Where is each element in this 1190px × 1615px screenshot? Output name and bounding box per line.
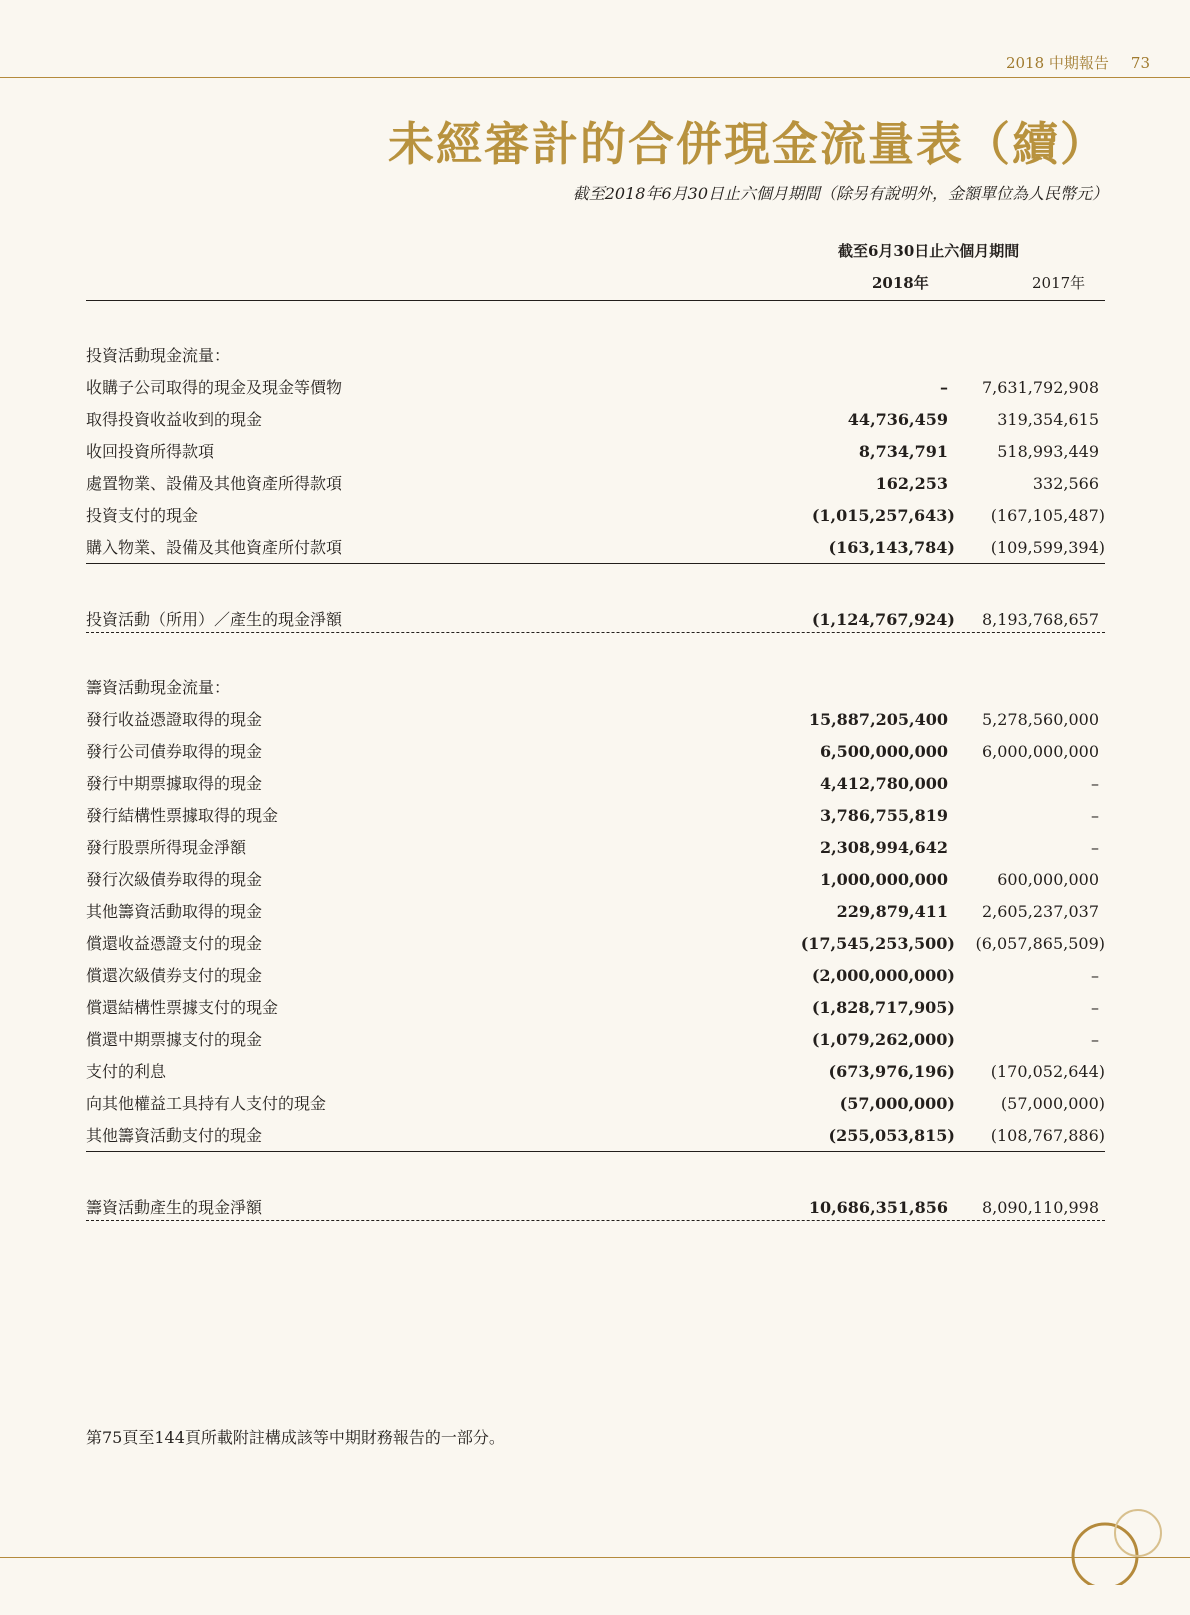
section-heading-investing — [86, 340, 1105, 372]
row-label: 支付的利息 — [86, 1062, 167, 1081]
row-label: 向其他權益工具持有人支付的現金 — [86, 1094, 327, 1113]
table-row — [86, 768, 1105, 800]
row-label: 處置物業、設備及其他資產所得款項 — [86, 474, 343, 493]
row-label: 發行中期票據取得的現金 — [86, 774, 263, 793]
value-2018: (17,545,253,500) — [800, 934, 955, 953]
value-2017: 6,000,000,000 — [981, 742, 1099, 761]
value-2018: 3,786,755,819 — [819, 806, 948, 825]
table-row — [86, 500, 1105, 532]
table-row — [86, 896, 1105, 928]
total-dashed-rule — [86, 632, 1105, 633]
row-label: 償還結構性票據支付的現金 — [86, 998, 279, 1017]
row-label: 收購子公司取得的現金及現金等價物 — [86, 378, 343, 397]
value-2017: 8,090,110,998 — [981, 1198, 1099, 1217]
row-label: 投資活動現金流量： — [86, 346, 231, 365]
table-row — [86, 960, 1105, 992]
value-2017: 5,278,560,000 — [981, 710, 1099, 729]
value-2017: 332,566 — [1032, 474, 1099, 493]
row-label: 投資活動（所用）／產生的現金淨額 — [86, 610, 343, 629]
value-2017: – — [1091, 774, 1099, 793]
subtotal-rule — [86, 1151, 1105, 1152]
running-header — [1006, 52, 1150, 73]
value-2018: – — [940, 378, 948, 397]
value-2017: – — [1091, 838, 1099, 857]
row-label: 發行收益憑證取得的現金 — [86, 710, 263, 729]
page-number: 73 — [1130, 54, 1150, 72]
row-label: 發行公司債券取得的現金 — [86, 742, 263, 761]
table-row — [86, 1120, 1105, 1152]
row-label: 購入物業、設備及其他資產所付款項 — [86, 538, 343, 557]
value-2017: (6,057,865,509) — [975, 934, 1105, 953]
value-2017: (109,599,394) — [990, 538, 1105, 557]
period-heading: 截至6月30日止六個月期間 — [838, 242, 1020, 260]
row-label: 償還中期票據支付的現金 — [86, 1030, 263, 1049]
value-2018: (163,143,784) — [828, 538, 955, 557]
footnote: 第75頁至144頁所載附註構成該等中期財務報告的一部分。 — [86, 1428, 505, 1447]
section-heading-financing — [86, 672, 1105, 704]
value-2018: 4,412,780,000 — [819, 774, 948, 793]
table-row — [86, 532, 1105, 564]
value-2018: (255,053,815) — [828, 1126, 955, 1145]
table-row — [86, 436, 1105, 468]
row-label: 籌資活動產生的現金淨額 — [86, 1198, 263, 1217]
value-2017: 319,354,615 — [997, 410, 1099, 429]
value-2018: (1,079,262,000) — [811, 1030, 955, 1049]
value-2018: (1,015,257,643) — [811, 506, 955, 525]
value-2018: (57,000,000) — [839, 1094, 955, 1113]
decorative-rings-icon — [1065, 1505, 1175, 1585]
row-label: 其他籌資活動取得的現金 — [86, 902, 263, 921]
value-2017: 600,000,000 — [997, 870, 1099, 889]
value-2017: (57,000,000) — [1000, 1094, 1105, 1113]
value-2017: 2,605,237,037 — [981, 902, 1099, 921]
page-title: 未經審計的合併現金流量表（續） — [388, 117, 1108, 171]
table-row — [86, 372, 1105, 404]
table-row — [86, 800, 1105, 832]
row-label: 償還次級債券支付的現金 — [86, 966, 263, 985]
value-2018: (2,000,000,000) — [811, 966, 955, 985]
subtotal-rule — [86, 563, 1105, 564]
column-header-2017: 2017年 — [1032, 274, 1086, 292]
value-2017: – — [1091, 806, 1099, 825]
value-2018: (673,976,196) — [828, 1062, 955, 1081]
table-row — [86, 736, 1105, 768]
row-label: 取得投資收益收到的現金 — [86, 410, 263, 429]
value-2017: – — [1091, 1030, 1099, 1049]
value-2018: 44,736,459 — [847, 410, 948, 429]
row-label: 發行股票所得現金淨額 — [86, 838, 247, 857]
table-row — [86, 864, 1105, 896]
row-label: 收回投資所得款項 — [86, 442, 215, 461]
row-label: 發行結構性票據取得的現金 — [86, 806, 279, 825]
table-row — [86, 992, 1105, 1024]
value-2017: (108,767,886) — [990, 1126, 1105, 1145]
table-row — [86, 1024, 1105, 1056]
report-name: 2018 中期報告 — [1005, 54, 1109, 72]
row-label: 其他籌資活動支付的現金 — [86, 1126, 263, 1145]
row-label: 投資支付的現金 — [86, 506, 199, 525]
value-2018: 10,686,351,856 — [808, 1198, 948, 1217]
value-2018: 8,734,791 — [858, 442, 948, 461]
value-2017: – — [1091, 966, 1099, 985]
value-2018: (1,828,717,905) — [811, 998, 955, 1017]
table-row — [86, 928, 1105, 960]
table-row — [86, 704, 1105, 736]
table-row — [86, 468, 1105, 500]
value-2017: 518,993,449 — [997, 442, 1099, 461]
value-2017: 7,631,792,908 — [981, 378, 1099, 397]
value-2018: 1,000,000,000 — [819, 870, 948, 889]
table-row — [86, 404, 1105, 436]
value-2018: 6,500,000,000 — [819, 742, 948, 761]
value-2017: (167,105,487) — [990, 506, 1105, 525]
row-label: 發行次級債券取得的現金 — [86, 870, 263, 889]
column-header-2018: 2018年 — [872, 274, 929, 292]
value-2018: 2,308,994,642 — [819, 838, 948, 857]
header-bottom-rule — [86, 300, 1105, 301]
value-2018: (1,124,767,924) — [811, 610, 955, 629]
table-row — [86, 832, 1105, 864]
table-row — [86, 1088, 1105, 1120]
value-2017: – — [1091, 998, 1099, 1017]
footer-rule — [0, 1557, 1190, 1558]
total-dashed-rule — [86, 1220, 1105, 1221]
value-2018: 15,887,205,400 — [808, 710, 948, 729]
row-label: 籌資活動現金流量： — [86, 678, 231, 697]
row-label: 償還收益憑證支付的現金 — [86, 934, 263, 953]
table-row — [86, 1056, 1105, 1088]
value-2018: 229,879,411 — [836, 902, 948, 921]
page-subtitle: 截至2018年6月30日止六個月期間（除另有說明外，金額單位為人民幣元） — [572, 184, 1108, 203]
value-2017: 8,193,768,657 — [981, 610, 1099, 629]
value-2017: (170,052,644) — [990, 1062, 1105, 1081]
value-2018: 162,253 — [875, 474, 948, 493]
header-rule — [0, 77, 1190, 78]
